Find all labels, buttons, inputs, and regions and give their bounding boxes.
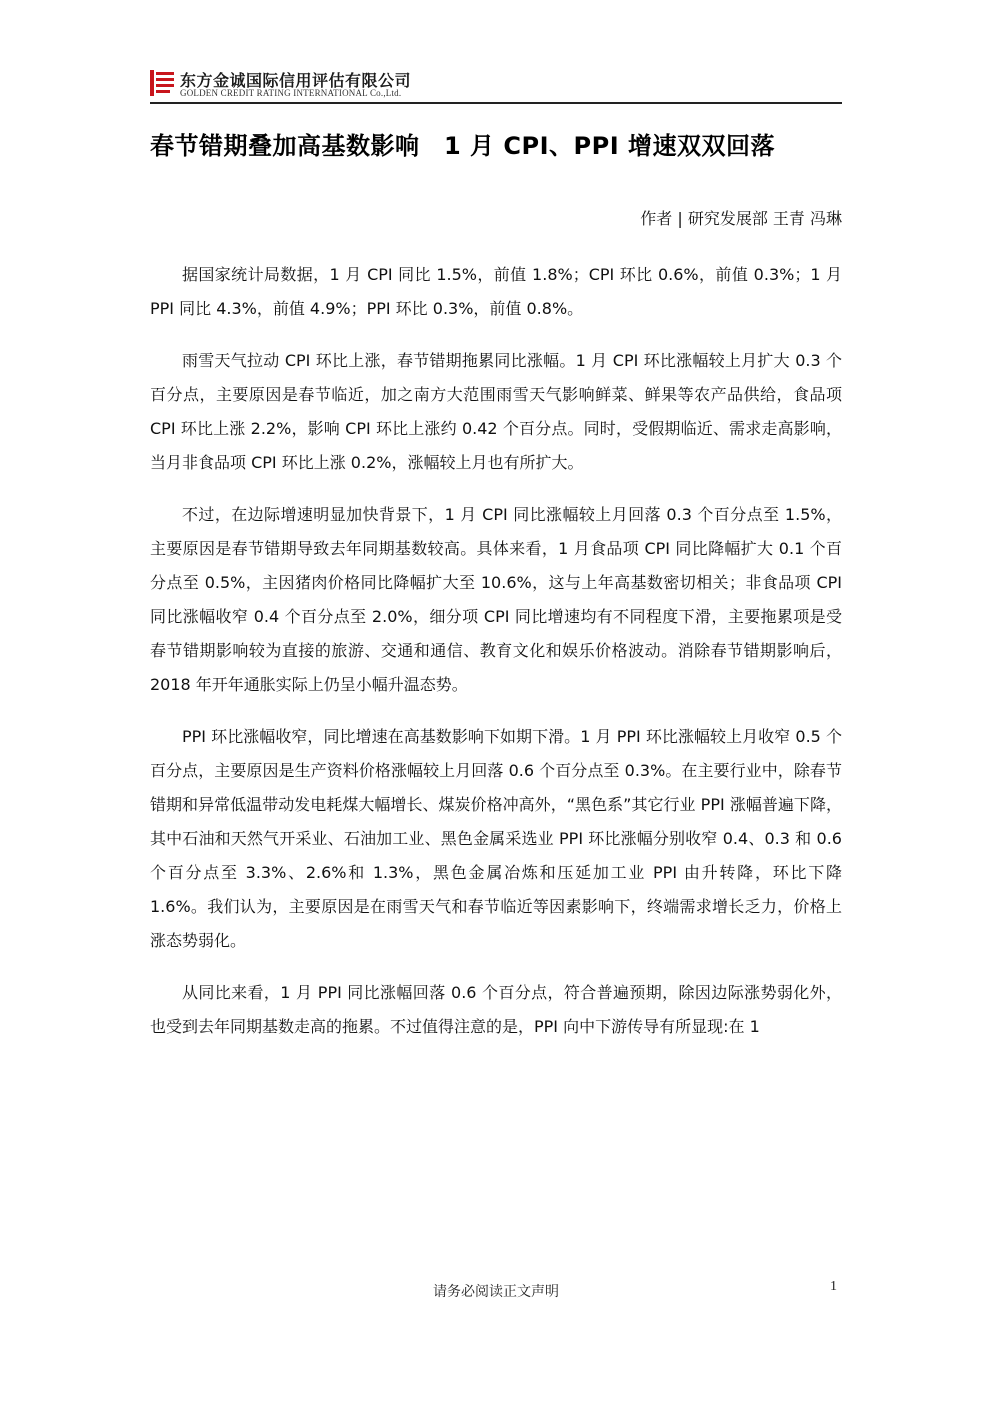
footer-disclaimer: 请务必阅读正文声明 <box>433 1284 559 1300</box>
article-body <box>150 258 842 1062</box>
paragraph-4: PPI 环比涨幅收窄，同比增速在高基数影响下如期下滑。1 月 PPI 环比涨幅较上月收窄 0.5 个百分点，主要原因是生产资料价格涨幅较上月回落 0.6 个百分点至 0.3%。在主要行业中，除春节错期和异常低温带动发电耗煤大幅增长、煤炭价格冲高外，“黑色系”其它行业 PPI 涨幅普遍下降，其中石油和天然气开采业、石油加工业、黑色金属采选业 PPI 环比涨幅分别收窄 0.4、0.3 和 0.6 个百分点至 3.3%、2.6%和 1.3%，黑色金属冶炼和压延加工业 PPI 由升转降，环比下降 1.6%。我们认为，主要原因是在雨雪天气和春节临近等因素影响下，终端需求增长乏力，价格上涨态势弱化。 <box>150 727 842 950</box>
company-name-en: GOLDEN CREDIT RATING INTERNATIONAL Co.,Ltd. <box>180 88 402 98</box>
company-logo-icon <box>150 70 174 96</box>
paragraph-2: 雨雪天气拉动 CPI 环比上涨，春节错期拖累同比涨幅。1 月 CPI 环比涨幅较上月扩大 0.3 个百分点，主要原因是春节临近，加之南方大范围雨雪天气影响鲜菜、鲜果等农产品供给，食品项 CPI 环比上涨 2.2%，影响 CPI 环比上涨约 0.42 个百分点。同时，受假期临近、需求走高影响，当月非食品项 CPI 环比上涨 0.2%，涨幅较上月也有所扩大。 <box>150 351 842 472</box>
paragraph-5: 从同比来看，1 月 PPI 同比涨幅回落 0.6 个百分点，符合普遍预期，除因边际涨势弱化外，也受到去年同期基数走高的拖累。不过值得注意的是，PPI 向中下游传导有所显现:在 1 <box>150 983 842 1036</box>
page-header <box>150 64 842 104</box>
page-number: 1 <box>830 1279 837 1294</box>
paragraph-3: 不过，在边际增速明显加快背景下，1 月 CPI 同比涨幅较上月回落 0.3 个百分点至 1.5%，主要原因是春节错期导致去年同期基数较高。具体来看，1 月食品项 CPI 同比降幅扩大 0.1 个百分点至 0.5%，主因猪肉价格同比降幅扩大至 10.6%，这与上年高基数密切相关；非食品项 CPI 同比涨幅收窄 0.4 个百分点至 2.0%，细分项 CPI 同比增速均有不同程度下滑，主要拖累项是受春节错期影响较为直接的旅游、交通和通信、教育文化和娱乐价格波动。消除春节错期影响后，2018 年开年通胀实际上仍呈小幅升温态势。 <box>150 505 842 694</box>
document-title: 春节错期叠加高基数影响 1 月 CPI、PPI 增速双双回落 <box>150 132 776 160</box>
author-line: 作者 | 研究发展部 王青 冯琳 <box>640 209 842 228</box>
company-name-cn: 东方金诚国际信用评估有限公司 <box>180 71 412 90</box>
paragraph-1: 据国家统计局数据，1 月 CPI 同比 1.5%，前值 1.8%；CPI 环比 0.6%，前值 0.3%；1 月 PPI 同比 4.3%，前值 4.9%；PPI 环比 0.3%，前值 0.8%。 <box>150 265 842 318</box>
header-divider <box>150 102 842 104</box>
